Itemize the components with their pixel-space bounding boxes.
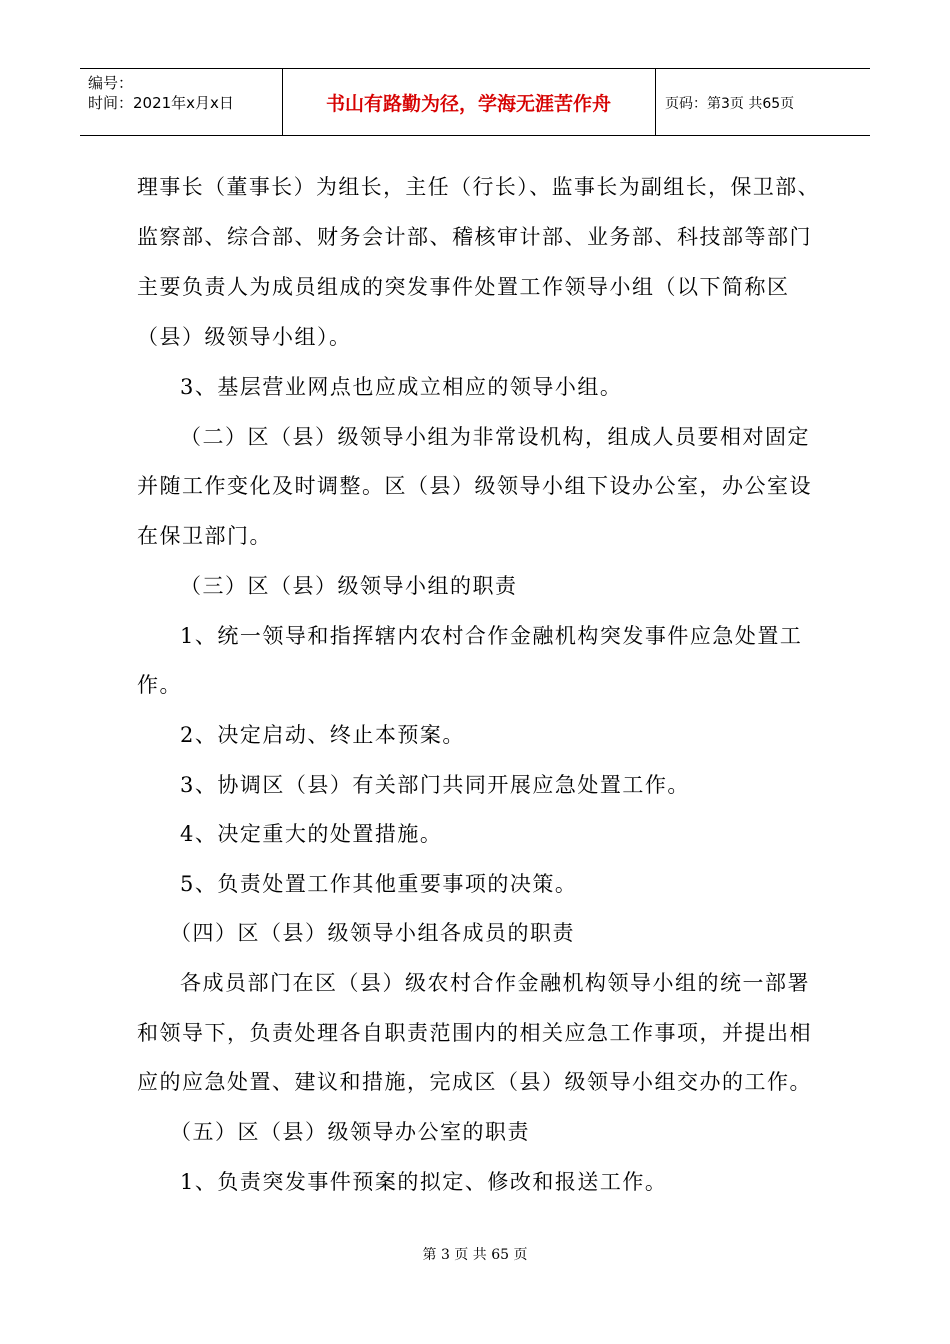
document-date-label: 时间：2021年x月x日 <box>88 94 234 112</box>
body-line: 各成员部门在区（县）级农村合作金融机构领导小组的统一部署 <box>180 971 810 995</box>
body-line: 作。 <box>137 673 182 697</box>
header-page-info: 页码：第3页 共65页 <box>665 96 795 112</box>
body-line: （五）区（县）级领导办公室的职责 <box>170 1120 530 1144</box>
page-header <box>80 68 870 136</box>
body-line: 5、负责处置工作其他重要事项的决策。 <box>180 872 578 896</box>
body-line: （四）区（县）级领导小组各成员的职责 <box>170 921 575 945</box>
header-motto: 书山有路勤为径，学海无涯苦作舟 <box>325 93 611 115</box>
body-line: 主要负责人为成员组成的突发事件处置工作领导小组（以下简称区 <box>137 275 790 299</box>
body-line: （三）区（县）级领导小组的职责 <box>180 574 518 598</box>
page-footer: 第 3 页 共 65 页 <box>422 1247 528 1263</box>
body-line: 3、协调区（县）有关部门共同开展应急处置工作。 <box>180 773 690 797</box>
body-line: 1、统一领导和指挥辖内农村合作金融机构突发事件应急处置工 <box>180 624 803 648</box>
body-line: （县）级领导小组）。 <box>137 325 352 349</box>
body-line: 和领导下，负责处理各自职责范围内的相关应急工作事项，并提出相 <box>137 1021 812 1045</box>
document-number-label: 编号： <box>88 74 134 92</box>
body-line: 理事长（董事长）为组长，主任（行长）、监事长为副组长，保卫部、 <box>137 175 821 199</box>
body-line: 4、决定重大的处置措施。 <box>180 822 443 846</box>
header-meta <box>88 73 288 113</box>
header-divider <box>655 69 656 135</box>
body-line: 并随工作变化及时调整。区（县）级领导小组下设办公室，办公室设 <box>137 474 812 498</box>
body-line: 应的应急处置、建议和措施，完成区（县）级领导小组交办的工作。 <box>137 1070 812 1094</box>
body-line: 2、决定启动、终止本预案。 <box>180 723 465 747</box>
body-line: （二）区（县）级领导小组为非常设机构，组成人员要相对固定 <box>180 425 810 449</box>
body-line: 监察部、综合部、财务会计部、稽核审计部、业务部、科技部等部门 <box>137 225 812 249</box>
body-line: 在保卫部门。 <box>137 524 272 548</box>
body-line: 3、基层营业网点也应成立相应的领导小组。 <box>180 375 623 399</box>
body-line: 1、负责突发事件预案的拟定、修改和报送工作。 <box>180 1170 668 1194</box>
